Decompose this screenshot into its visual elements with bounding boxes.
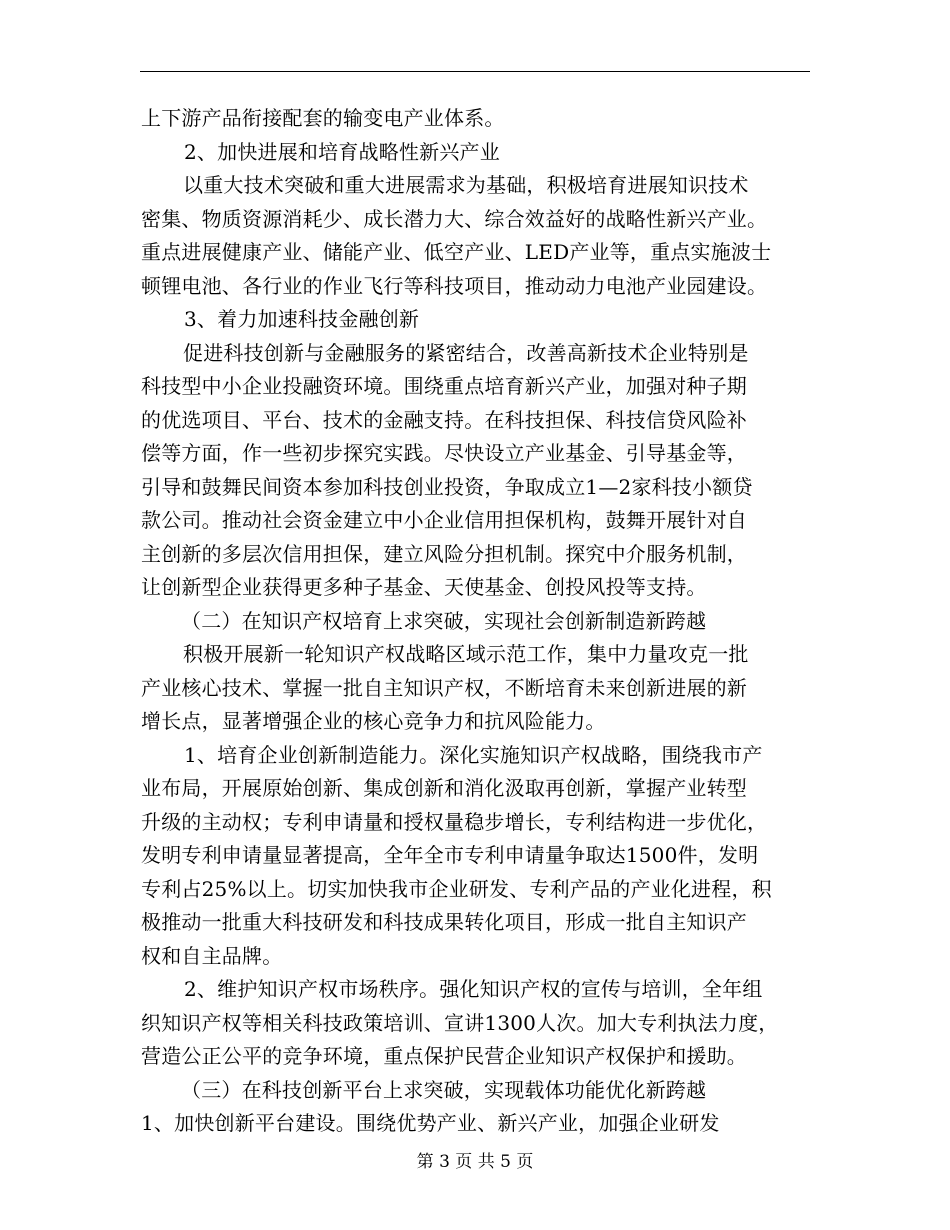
- page-number: 第 3 页 共 5 页: [416, 1152, 534, 1172]
- text-line: 1、加快创新平台建设。围绕优势产业、新兴产业，加强企业研发: [141, 1111, 720, 1135]
- text-line: 2、加快进展和培育战略性新兴产业: [184, 139, 500, 164]
- text-line: 以重大技术突破和重大进展需求为基础，积极培育进展知识技术: [183, 173, 749, 197]
- text-line: 重点进展健康产业、储能产业、低空产业、LED产业等，重点实施波士: [141, 240, 772, 264]
- text-line: 营造公正公平的竞争环境，重点保护民营企业知识产权保护和援助。: [141, 1044, 747, 1068]
- text-line: 权和自主品牌。: [141, 943, 283, 968]
- text-line: 升级的主动权；专利申请量和授权量稳步增长，专利结构进一步优化，: [141, 809, 768, 834]
- header-rule: [140, 71, 810, 72]
- text-line: 专利占25%以上。切实加快我市企业研发、专利产品的产业化进程，积: [141, 876, 772, 901]
- text-line: 极推动一批重大科技研发和科技成果转化项目，形成一批自主知识产: [141, 910, 747, 934]
- text-line: 发明专利申请量显著提高，全年全市专利申请量争取达1500件，发明: [141, 843, 759, 867]
- text-line: 密集、物质资源消耗少、成长潜力大、综合效益好的战略性新兴产业。: [141, 206, 768, 231]
- text-line: （二）在知识产权培育上求突破，实现社会创新制造新跨越: [181, 608, 707, 633]
- text-line: 引导和鼓舞民间资本参加科技创业投资，争取成立1—2家科技小额贷: [141, 474, 753, 499]
- text-line: 款公司。推动社会资金建立中小企业信用担保机构，鼓舞开展针对自: [141, 508, 747, 532]
- text-line: 2、维护知识产权市场秩序。强化知识产权的宣传与培训，全年组: [184, 977, 763, 1001]
- document-body: [141, 102, 813, 1141]
- text-line: 让创新型企业获得更多种子基金、天使基金、创投风投等支持。: [141, 575, 707, 599]
- text-line: 业布局，开展原始创新、集成创新和消化汲取再创新，掌握产业转型: [141, 776, 747, 800]
- text-line: 产业核心技术、掌握一批自主知识产权，不断培育未来创新进展的新: [141, 675, 747, 700]
- text-line: （三）在科技创新平台上求突破，实现载体功能优化新跨越: [181, 1077, 707, 1102]
- text-line: 1、培育企业创新制造能力。深化实施知识产权战略，围绕我市产: [184, 742, 763, 767]
- text-line: 上下游产品衔接配套的输变电产业体系。: [141, 106, 505, 130]
- text-line: 的优选项目、平台、技术的金融支持。在科技担保、科技信贷风险补: [141, 407, 747, 432]
- text-line: 3、着力加速科技金融创新: [184, 307, 420, 331]
- text-line: 增长点，显著增强企业的核心竞争力和抗风险能力。: [141, 709, 606, 733]
- text-line: 顿锂电池、各行业的作业飞行等科技项目，推动动力电池产业园建设。: [141, 273, 768, 298]
- text-line: 促进科技创新与金融服务的紧密结合，改善高新技术企业特别是: [183, 340, 749, 365]
- text-line: 织知识产权等相关科技政策培训、宣讲1300人次。加大专利执法力度，: [141, 1010, 779, 1035]
- text-line: 积极开展新一轮知识产权战略区域示范工作，集中力量攻克一批: [183, 642, 749, 666]
- text-line: 科技型中小企业投融资环境。围绕重点培育新兴产业，加强对种子期: [141, 374, 747, 398]
- text-line: 主创新的多层次信用担保，建立风险分担机制。探究中介服务机制，: [141, 541, 747, 566]
- text-line: 偿等方面，作一些初步探究实践。尽快设立产业基金、引导基金等，: [141, 441, 747, 465]
